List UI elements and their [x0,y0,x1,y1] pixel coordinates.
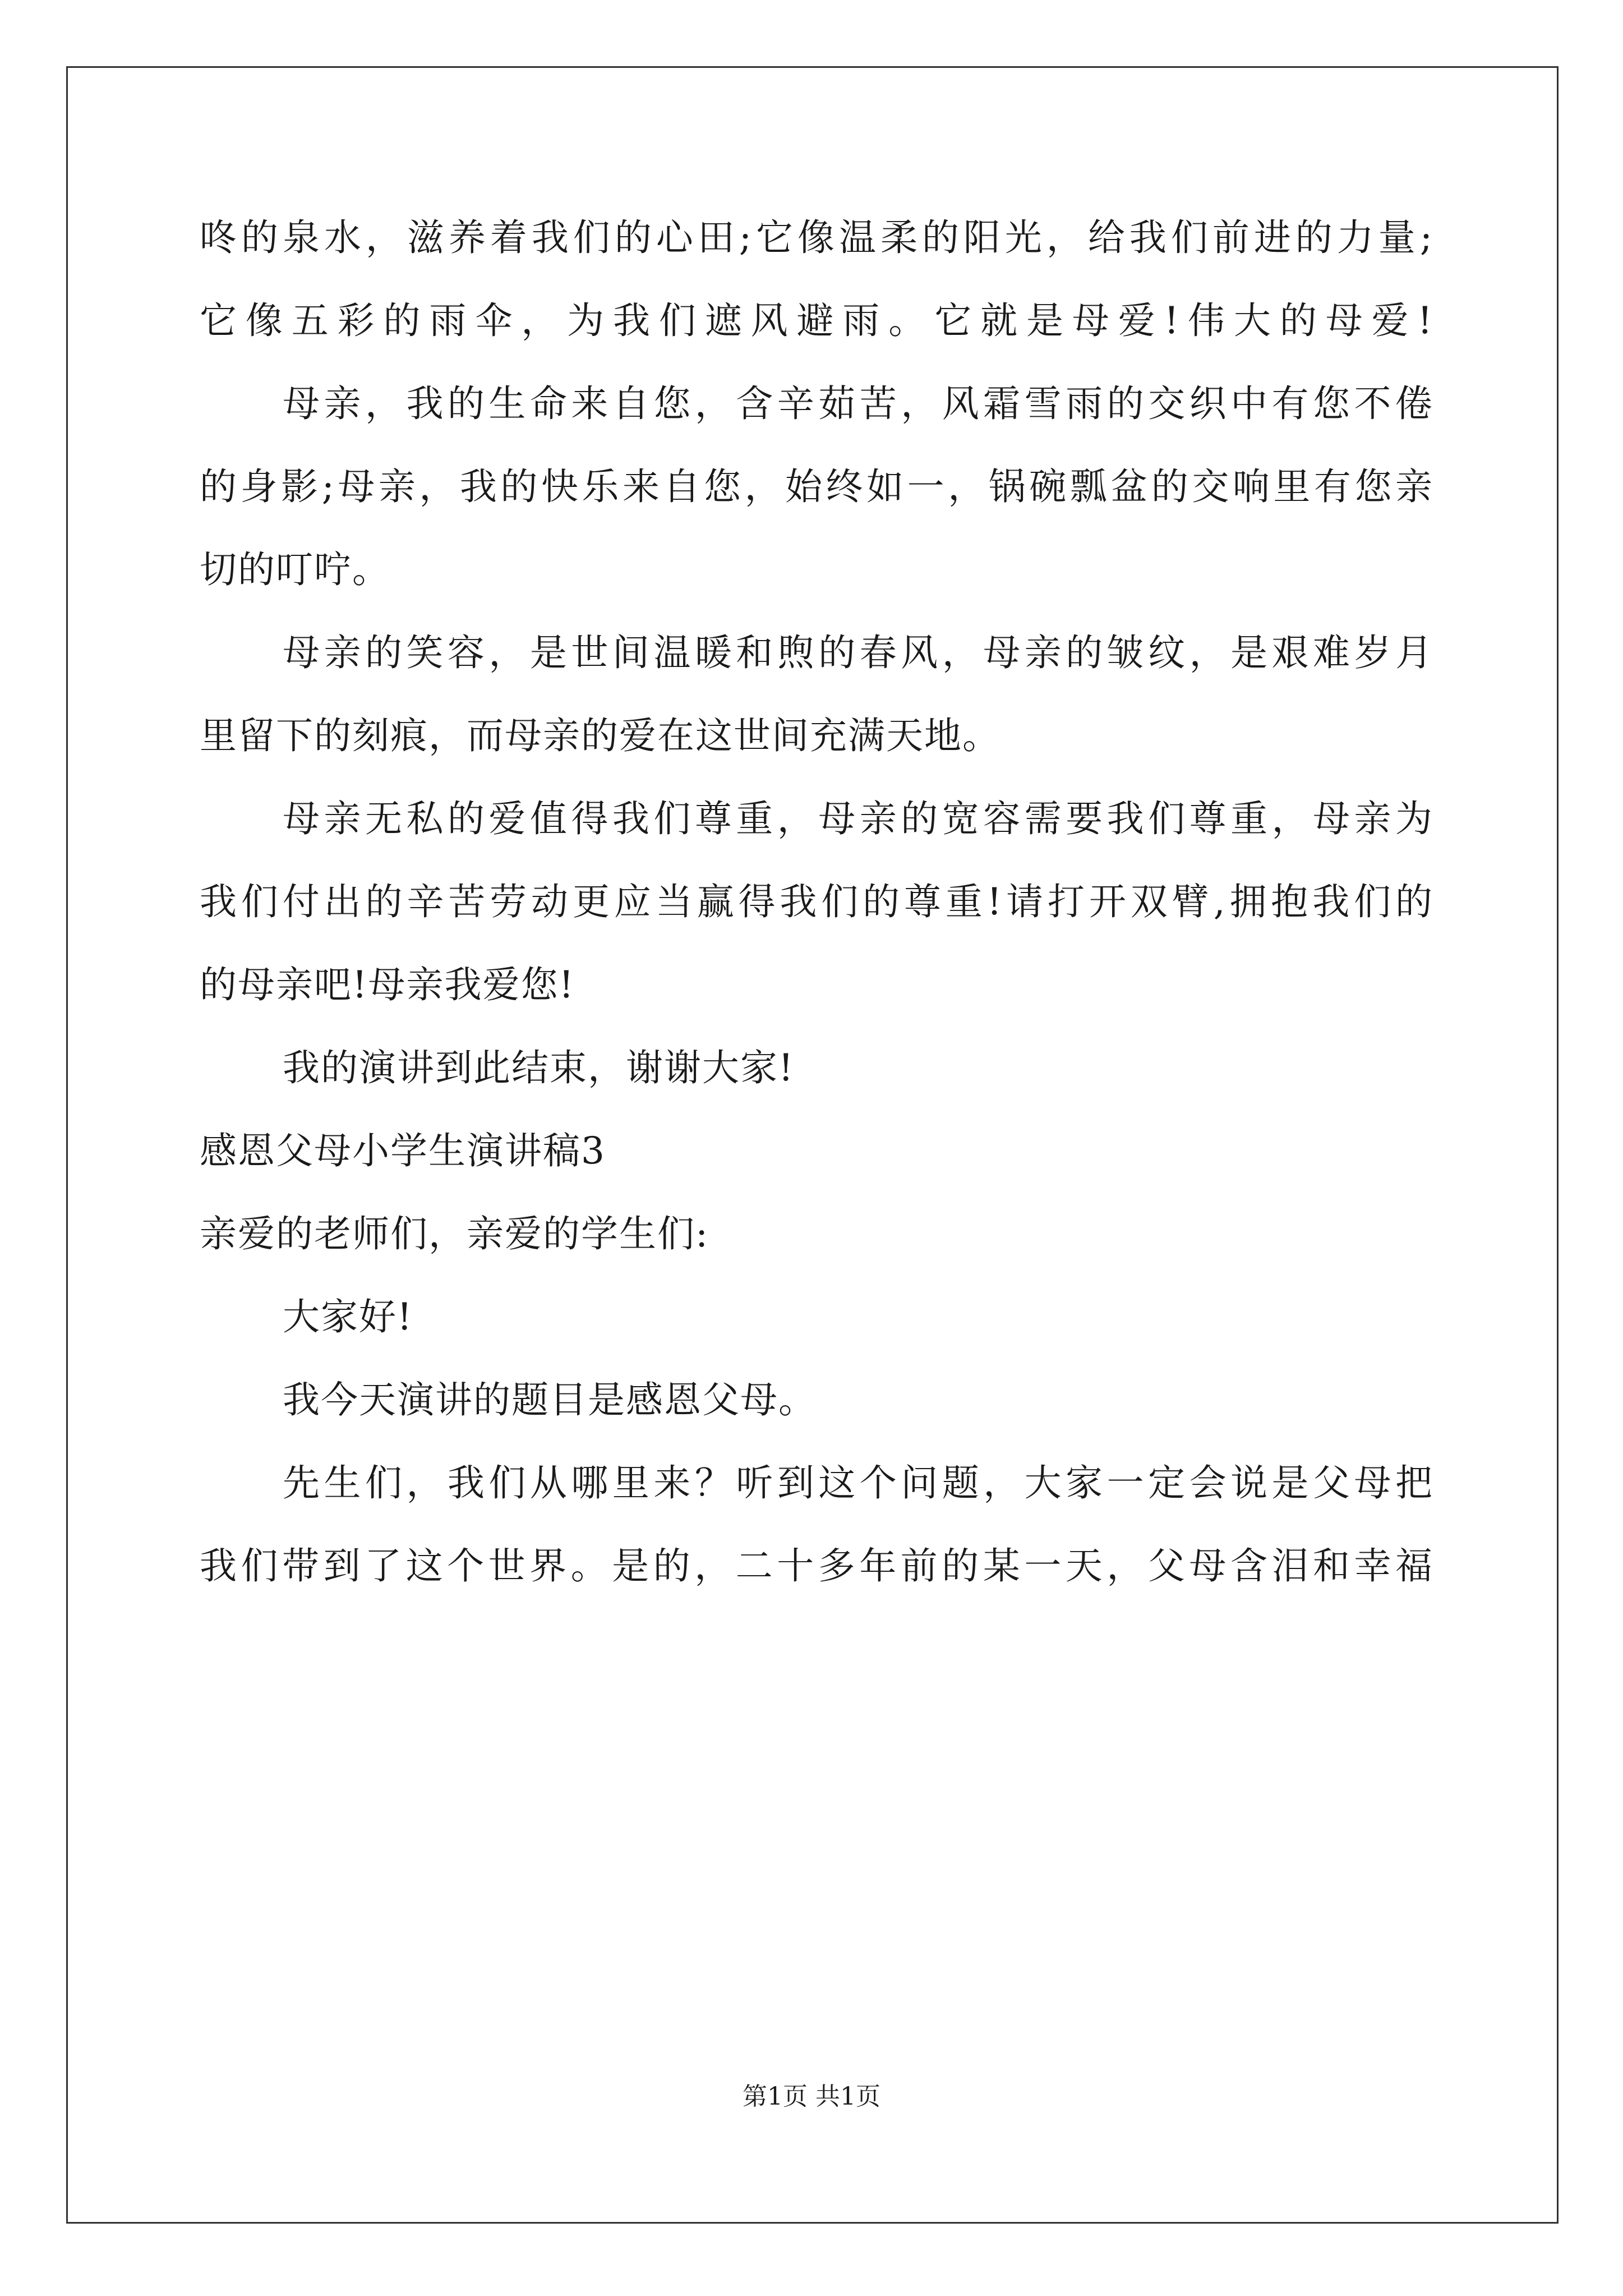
text-line: 的身影;母亲，我的快乐来自您，始终如一，锅碗瓢盆的交响里有您亲 [200,465,1433,508]
section-heading: 感恩父母小学生演讲稿3 [200,1129,606,1172]
text-line: 里留下的刻痕，而母亲的爱在这世间充满天地。 [200,714,1000,757]
paragraph-first-line: 母亲的笑容，是世间温暖和煦的春风，母亲的皱纹，是艰难岁月 [283,631,1433,674]
paragraph-first-line: 母亲，我的生命来自您，含辛茹苦，风霜雪雨的交织中有您不倦 [283,382,1433,425]
text-line: 切的叮咛。 [200,548,390,591]
page-footer: 第1页 共1页 [743,2082,880,2111]
text-line: 我们付出的辛苦劳动更应当赢得我们的尊重!请打开双臂,拥抱我们的 [200,880,1433,923]
paragraph-first-line: 我的演讲到此结束，谢谢大家! [283,1046,795,1089]
salutation: 亲爱的老师们，亲爱的学生们: [200,1212,709,1255]
text-line: 的母亲吧!母亲我爱您! [200,963,575,1006]
paragraph-first-line: 我今天演讲的题目是感恩父母。 [283,1378,817,1421]
paragraph-first-line: 母亲无私的爱值得我们尊重，母亲的宽容需要我们尊重，母亲为 [283,797,1433,840]
text-line: 咚的泉水，滋养着我们的心田;它像温柔的阳光，给我们前进的力量; [200,216,1433,259]
text-line: 我们带到了这个世界。是的，二十多年前的某一天，父母含泪和幸福 [200,1544,1433,1588]
greeting: 大家好! [283,1295,413,1338]
text-line: 它像五彩的雨伞，为我们遮风避雨。它就是母爱!伟大的母爱! [200,299,1433,342]
paragraph-first-line: 先生们，我们从哪里来？听到这个问题，大家一定会说是父母把 [283,1461,1433,1504]
